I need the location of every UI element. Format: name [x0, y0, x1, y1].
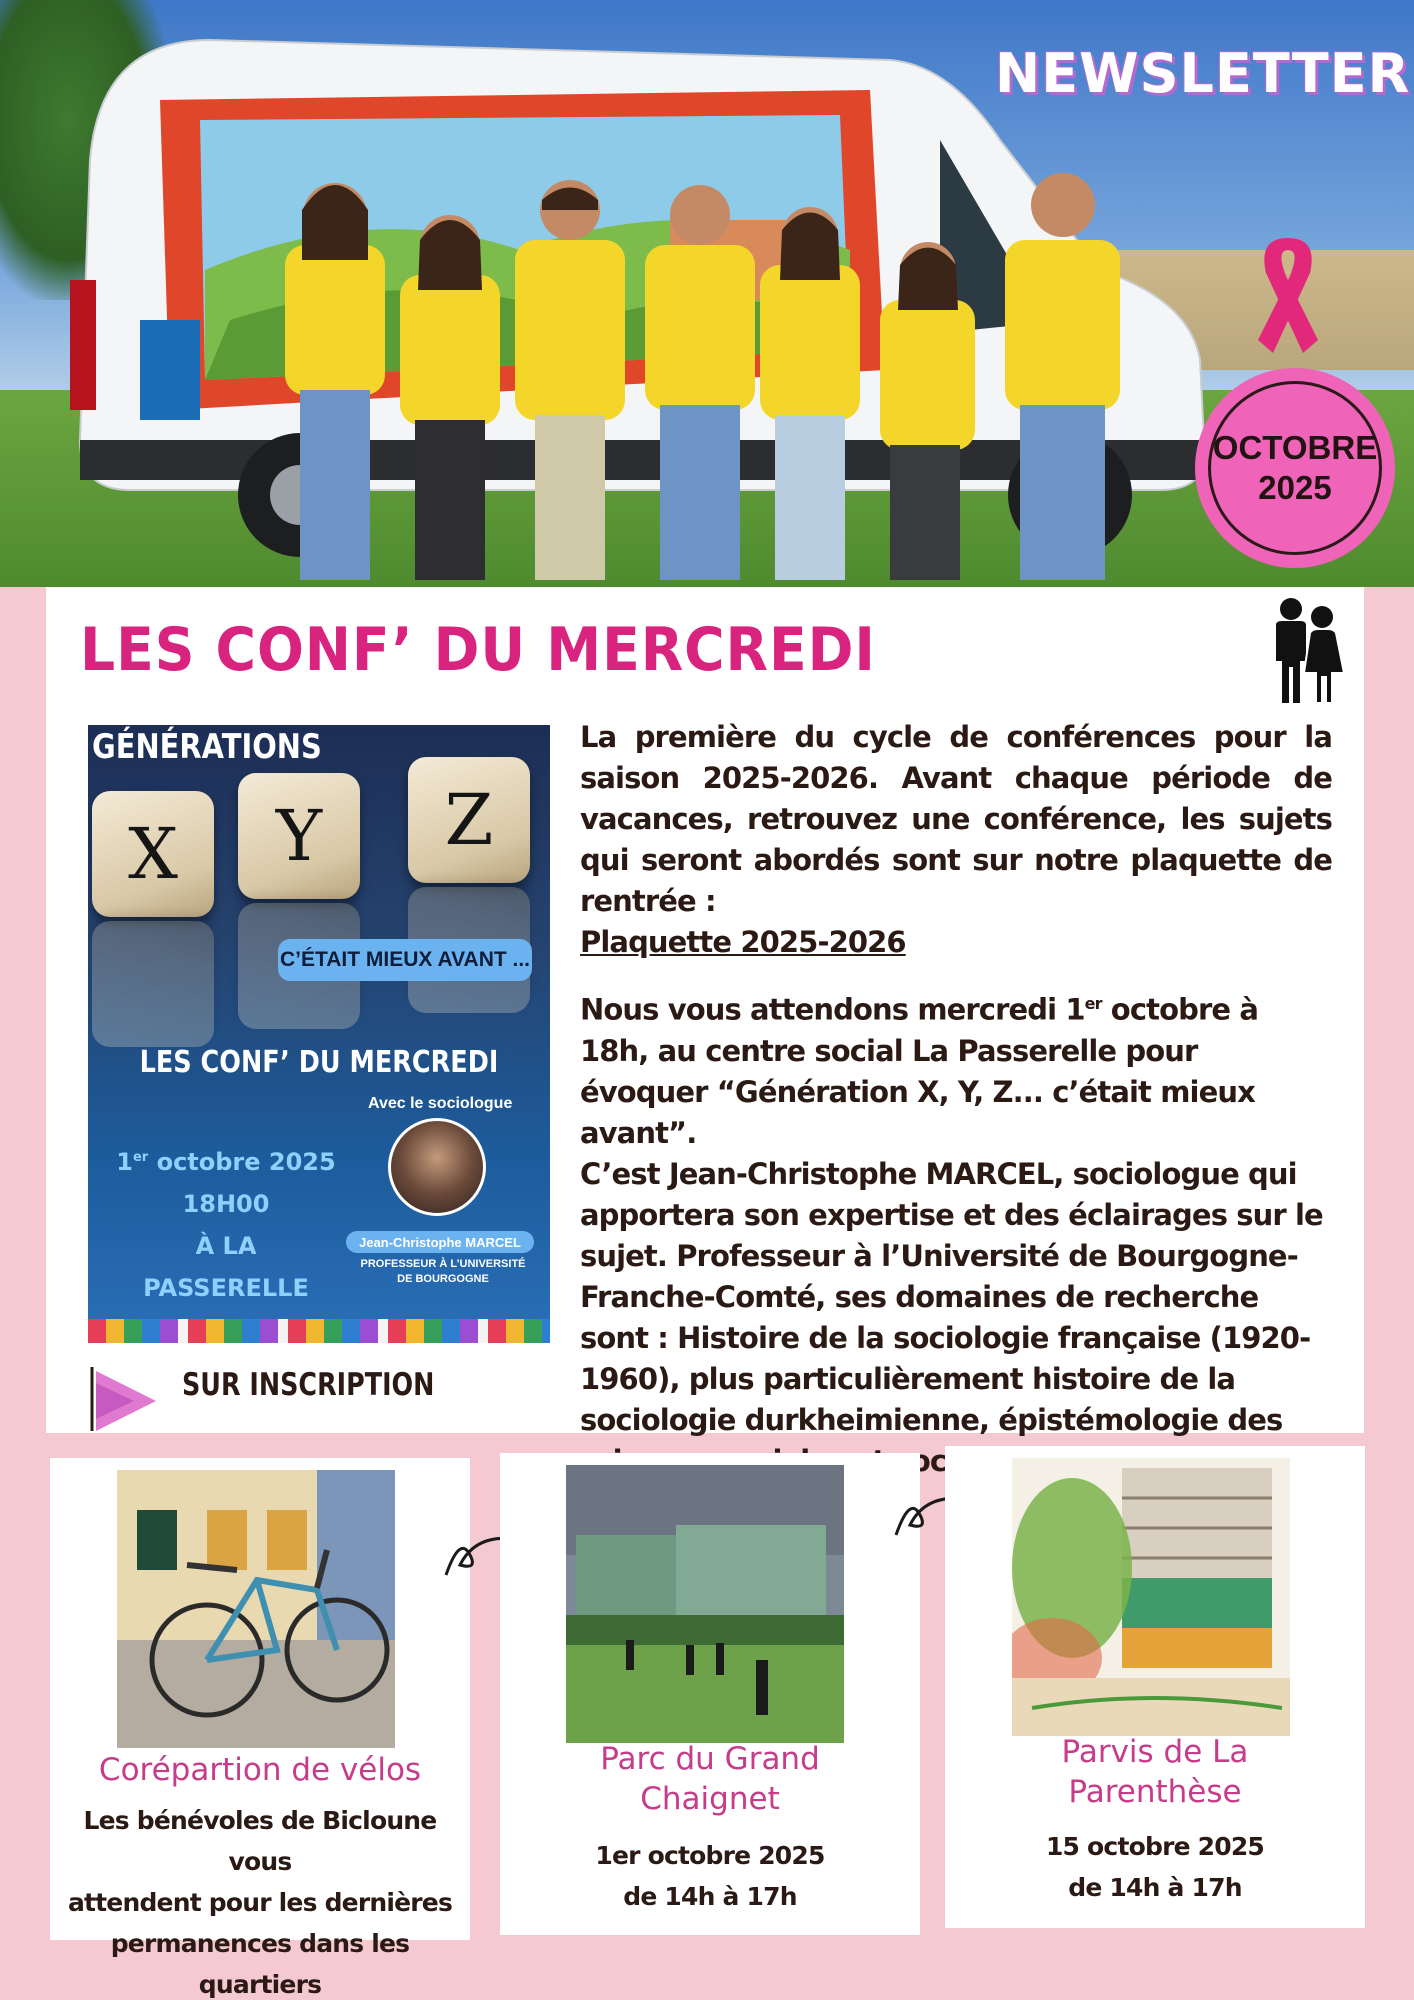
event-paragraph-sup: er	[1084, 994, 1102, 1013]
plaquette-link[interactable]: Plaquette 2025-2026	[580, 925, 906, 959]
poster-with: Avec le sociologue	[368, 1095, 513, 1112]
poster-generations: GÉNÉRATIONS	[92, 727, 322, 767]
poster-title: LES CONF’ DU MERCREDI	[139, 1045, 499, 1080]
speaker-paragraph: C’est Jean-Christophe MARCEL, sociologue qui apportera son expertise et des éclairages sur le sujet. Professeur à l’Université de Bourgogne-Franche-Comté, ses domaines de recherche sont : Histoire de la sociologie française (1920-1960), plus particulièrement histoire de la sociologie durkheimienne, épistémologie des	[580, 1156, 1323, 1437]
bike-photo	[117, 1470, 395, 1748]
hero-photo	[0, 0, 1414, 587]
section-title: LES CONF’ DU MERCREDI	[80, 615, 876, 685]
conference-poster	[88, 725, 550, 1343]
poster-date-block	[116, 1137, 336, 1309]
badge-month: OCTOBRE	[1212, 429, 1378, 466]
poster-time: 18H00	[182, 1190, 270, 1218]
pink-ribbon-icon	[1248, 228, 1328, 358]
card-parvis-body: 15 octobre 2025 de 14h à 17h	[1045, 1832, 1265, 1902]
badge-year: 2025	[1258, 469, 1332, 506]
card-bike	[50, 1458, 470, 1999]
card-bike-body: Les bénévoles de Bicloune vous attendent pour les dernières permanences dans les quartiers	[67, 1806, 453, 1999]
card-parc-title: Parc du Grand Chaignet	[600, 1741, 820, 1817]
conf-description	[580, 717, 1332, 1502]
event-paragraph-end: octobre à 18h, au centre social La Passerelle pour évoquer “Génération X, Y, Z... c’était mieux avant”.	[580, 992, 1259, 1150]
date-badge	[1195, 368, 1395, 568]
parvis-illustration	[1012, 1458, 1290, 1736]
speaker-portrait	[388, 1118, 486, 1216]
card-parc-body: 1er octobre 2025 de 14h à 17h	[595, 1841, 825, 1911]
letter-cube-y: Y	[238, 773, 360, 899]
play-arrow-icon	[86, 1357, 166, 1437]
card-parc	[500, 1453, 920, 1935]
poster-color-strip	[88, 1319, 550, 1343]
poster-tagline: C’ÉTAIT MIEUX AVANT ...	[278, 939, 532, 981]
conf-section	[46, 587, 1364, 1437]
couple-icon	[1266, 595, 1346, 705]
card-parvis	[945, 1446, 1365, 1928]
registration-note: SUR INSCRIPTION	[182, 1367, 435, 1403]
parc-photo	[566, 1465, 844, 1743]
poster-date-day: 1	[116, 1148, 133, 1176]
event-paragraph-start: Nous vous attendons mercredi 1	[580, 992, 1085, 1027]
letter-cube-z: Z	[408, 757, 530, 883]
card-parvis-title: Parvis de La Parenthèse	[1061, 1734, 1249, 1810]
speaker-role: PROFESSEUR À L’UNIVERSITÉ DE BOURGOGNE	[360, 1258, 526, 1285]
poster-date-rest: octobre 2025	[148, 1148, 336, 1176]
poster-place: À LA PASSERELLE	[143, 1232, 309, 1302]
speaker-name: Jean-Christophe MARCEL	[346, 1231, 534, 1253]
intro-paragraph: La première du cycle de conférences pour la saison 2025-2026. Avant chaque période de vacances, retrouvez une conférence, les sujets qui seront abordés sont sur notre plaquette de rentrée :	[580, 720, 1332, 918]
letter-cube-x: X	[92, 791, 214, 917]
newsletter-title: NEWSLETTER	[995, 42, 1411, 105]
letter-cube-x-reflection	[92, 921, 214, 1047]
card-bike-title: Corépartion de vélos	[98, 1752, 422, 1788]
poster-date-sup: er	[132, 1150, 149, 1165]
